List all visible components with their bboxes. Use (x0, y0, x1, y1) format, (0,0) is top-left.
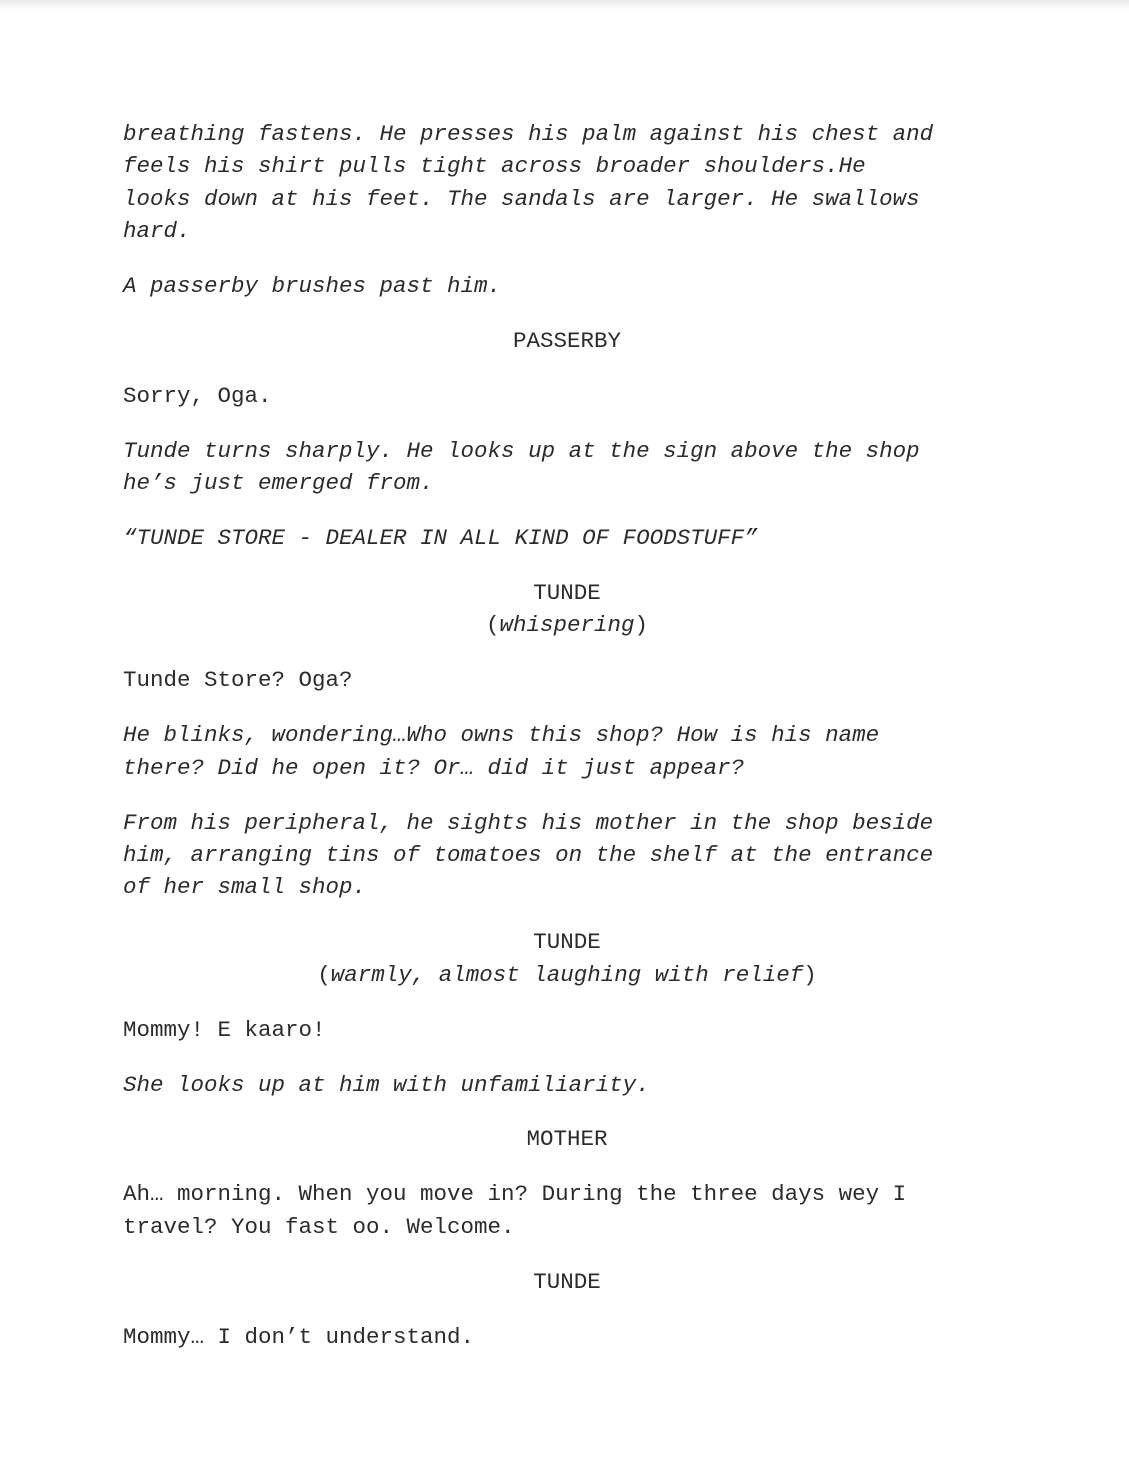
dialogue-line: Sorry, Oga. (123, 382, 272, 409)
character-name: TUNDE (533, 929, 601, 956)
parenthetical-text: warmly, almost laughing with relief (330, 961, 804, 988)
dialogue-line: Mommy… I don’t understand. (123, 1323, 475, 1350)
action-line: From his peripheral, he sights his mother in the shop beside him, arranging tins of tomatoes on the shelf at the entrance of her small shop. (123, 809, 934, 901)
character-name: TUNDE (533, 580, 601, 607)
action-line: A passerby brushes past him. (123, 273, 502, 300)
dialogue-line: Ah… morning. When you move in? During the three days wey I travel? You fast oo. Welcome. (123, 1181, 907, 1240)
page-top-edge (0, 0, 1129, 10)
dialogue-line: Tunde Store? Oga? (123, 667, 353, 694)
action-line: “TUNDE STORE - DEALER IN ALL KIND OF FOODSTUFF” (123, 525, 758, 552)
character-name: PASSERBY (512, 328, 622, 355)
character-name: TUNDE (533, 1268, 601, 1295)
character-name: MOTHER (526, 1126, 608, 1153)
action-line: He blinks, wondering…Who owns this shop? How is his name there? Did he open it? Or… did it just appear? (123, 722, 880, 781)
action-line: breathing fastens. He presses his palm against his chest and feels his shirt pulls tight across broader shoulders.He looks down at his feet. The sandals are larger. He swallows hard. (123, 121, 934, 245)
action-line: Tunde turns sharply. He looks up at the sign above the shop he’s just emerged from. (123, 437, 920, 497)
parenthetical-text: whispering (499, 612, 635, 639)
parenthetical: (warmly, almost laughing with relief) (317, 961, 817, 988)
dialogue-line: Mommy! E kaaro! (123, 1016, 326, 1043)
screenplay-page (123, 118, 1023, 1375)
action-line: She looks up at him with unfamiliarity. (123, 1071, 650, 1098)
parenthetical: (whispering) (485, 612, 649, 639)
